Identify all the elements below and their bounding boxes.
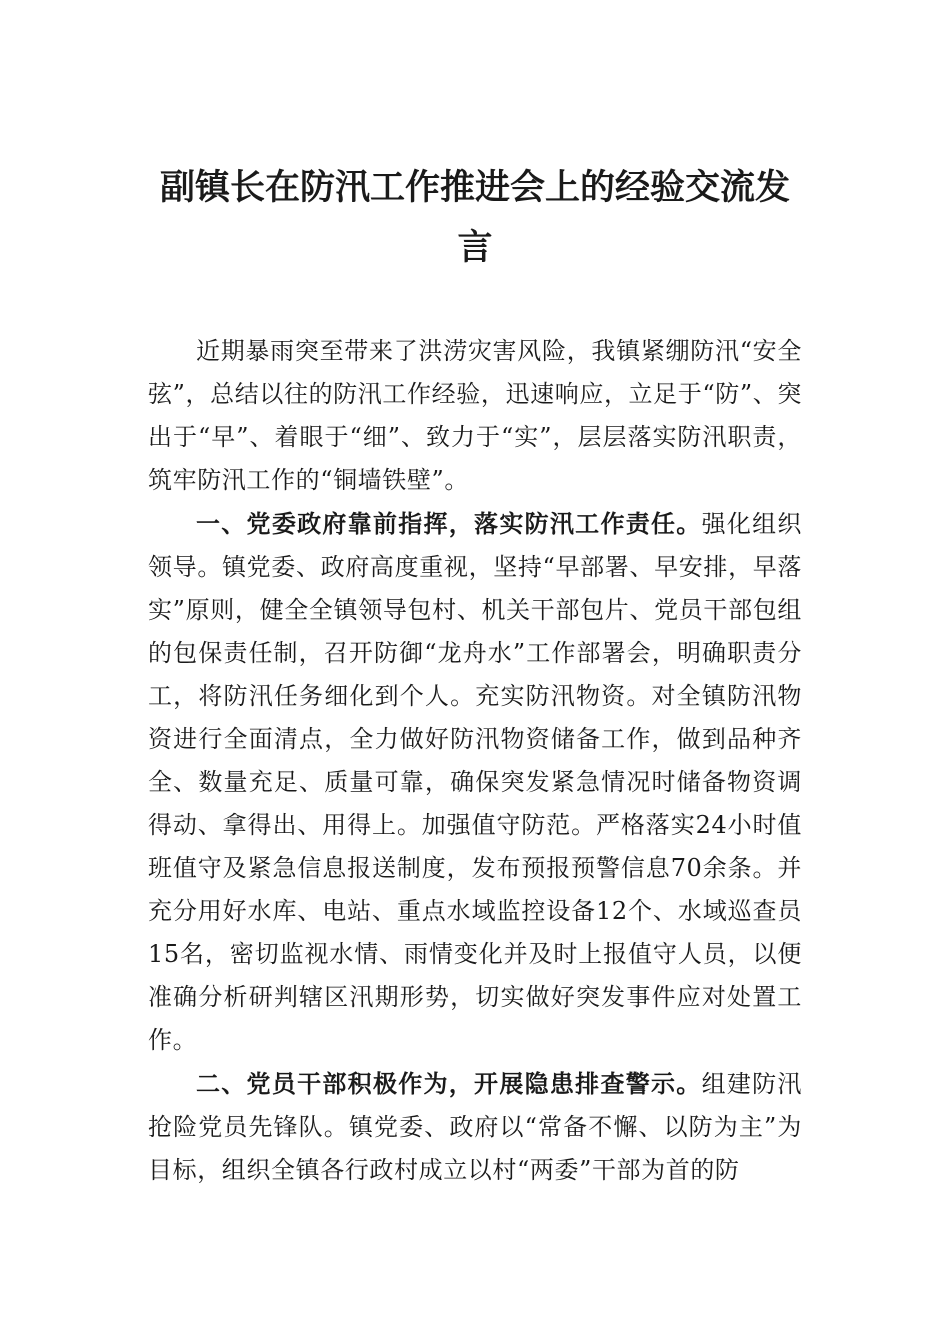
section-heading: 二、党员干部积极作为，开展隐患排查警示。 [196,1069,702,1098]
paragraph-text: 组建防汛抢险党员先锋队。镇党委、政府以“常备不懈、以防为主”为目标，组织全镇各行政村成立以村“两委”干部为首的防 [148,1070,802,1184]
document-body [148,330,802,1192]
paragraph-text: 近期暴雨突至带来了洪涝灾害风险，我镇紧绷防汛“安全弦”，总结以往的防汛工作经验，迅速响应，立足于“防”、突出于“早”、着眼于“细”、致力于“实”，层层落实防汛职责，筑牢防汛工作的“铜墙铁壁”。 [148,337,802,494]
section-one-paragraph [148,502,802,1062]
section-two-paragraph [148,1062,802,1192]
document-title: 副镇长在防汛工作推进会上的经验交流发言 [159,167,790,268]
paragraph-text: 强化组织领导。镇党委、政府高度重视，坚持“早部署、早安排，早落实”原则，健全全镇领导包村、机关干部包片、党员干部包组的包保责任制，召开防御“龙舟水”工作部署会，明确职责分工，将防汛任务细化到个人。充实防汛物资。对全镇防汛物资进行全面清点，全力做好防汛物资储备工作，做到品种齐全、数量充足、质量可靠，确保突发紧急情况时储备物资调得动、拿得出、用得上。加强值守防范。严格落实24小时值班值守及紧急信息报送制度，发布预报预警信息70余条。并充分用好水库、电站、重点水域监控设备12个、水域巡查员15名，密切监视水情、雨情变化并及时上报值守人员，以便准确分析研判辖区汛期形势，切实做好突发事件应对处置工作。 [148,510,802,1054]
intro-paragraph [148,330,802,502]
section-heading: 一、党委政府靠前指挥，落实防汛工作责任。 [196,509,702,538]
